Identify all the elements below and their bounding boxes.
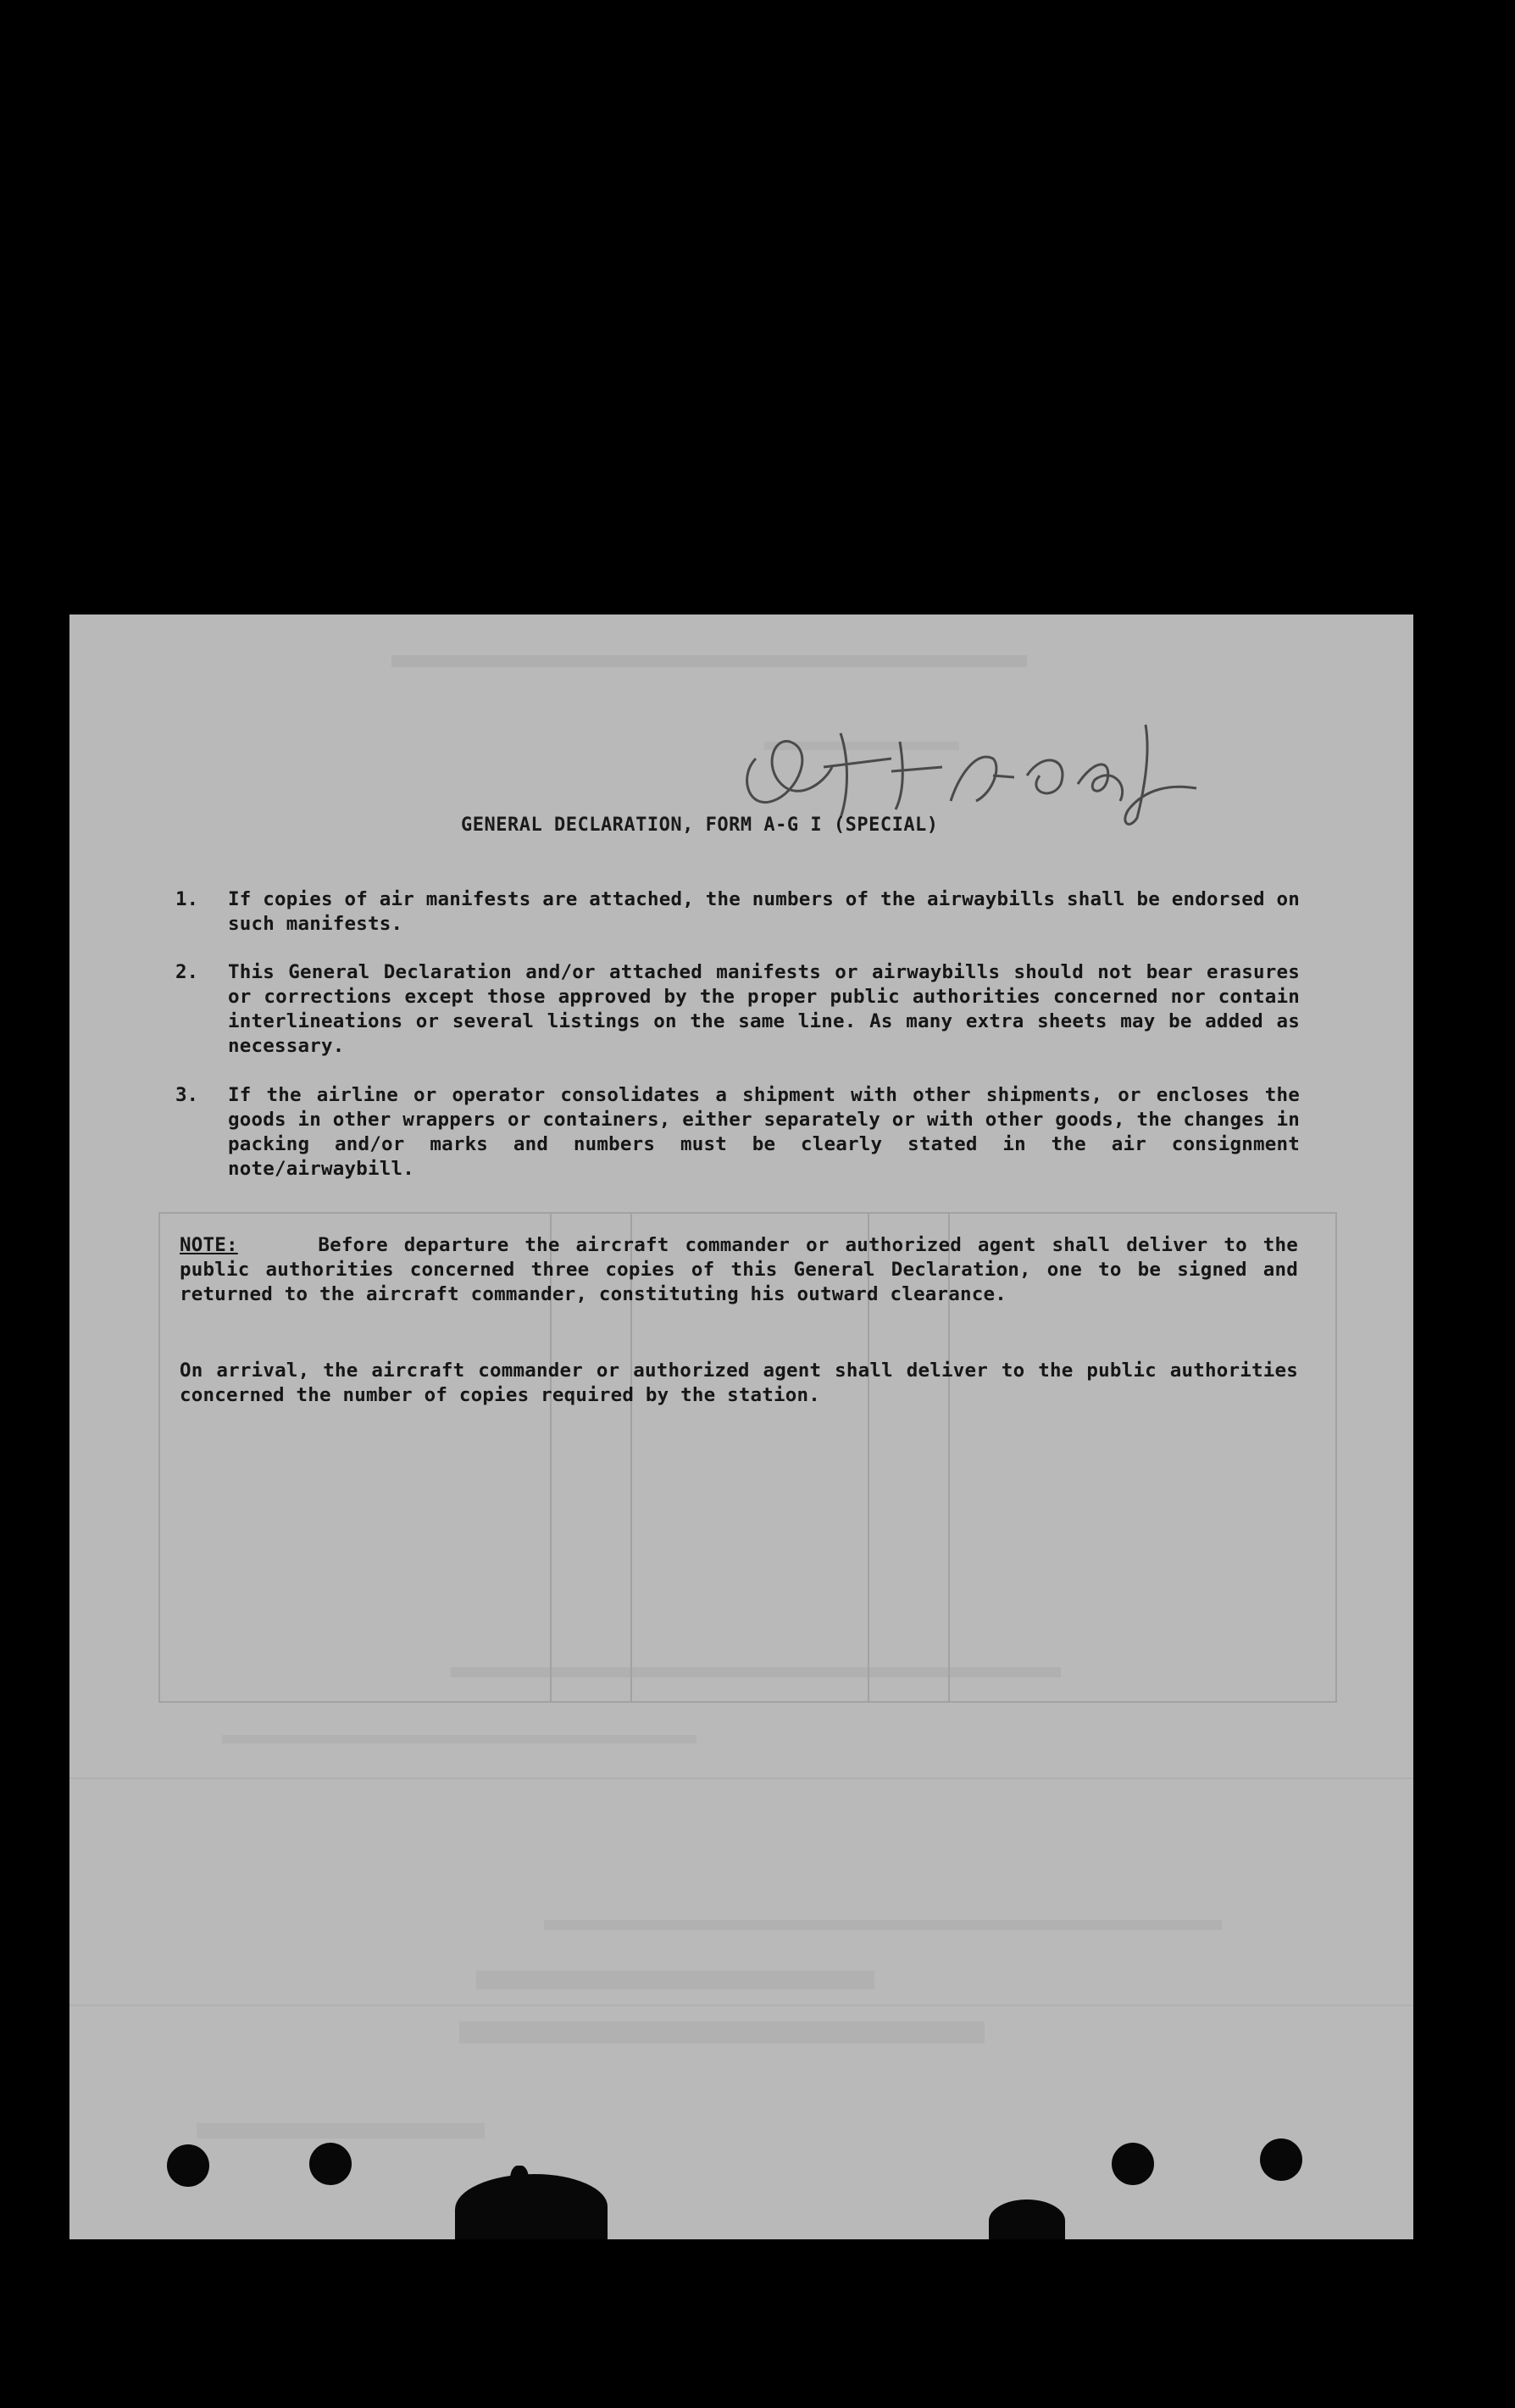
item-text: This General Declaration and/or attached manifests or airwaybills should not bear erasures or corrections except those approved by the proper public authorities concerned nor contain interlineations or several listings on the same line. As many extra sheets may be added as necessary. (228, 961, 1300, 1057)
ghost-mark (69, 1777, 1413, 1779)
ghost-mark (197, 2123, 485, 2138)
item-number: 1. (175, 888, 199, 910)
ghost-mark (544, 1920, 1222, 1930)
page-title: GENERAL DECLARATION, FORM A-G I (SPECIAL) (461, 815, 939, 836)
note-paragraph (180, 1233, 1298, 1307)
torn-edge (510, 2166, 529, 2199)
punch-hole (167, 2144, 209, 2187)
item-text: If the airline or operator consolidates a shipment with other shipments, or encloses the goods in other wrappers or containers, either separately or with other goods, the changes in packing and/or marks and numbers must be clearly stated in the air consignment note/airwaybill. (228, 1084, 1300, 1180)
document-page (69, 615, 1413, 2239)
ghost-mark (476, 1971, 874, 1989)
ghost-mark (459, 2021, 985, 2044)
torn-edge (989, 2199, 1065, 2239)
item-text: If copies of air manifests are attached, the numbers of the airwaybills shall be endorsed on such manifests. (228, 888, 1300, 935)
item-number: 3. (175, 1084, 199, 1106)
arrival-paragraph: On arrival, the aircraft commander or authorized agent shall deliver to the public authorities concerned the number of copies required by the station. (180, 1360, 1298, 1406)
ghost-mark (69, 2005, 1413, 2006)
note-label: NOTE: (180, 1234, 238, 1256)
item-number: 2. (175, 961, 199, 983)
punch-hole (1260, 2138, 1302, 2181)
punch-hole (309, 2143, 352, 2185)
note-text: Before departure the aircraft commander or authorized agent shall deliver to the public authorities concerned three copies of this General Declaration, one to be signed and returned to the aircraft commander, constituting his outward clearance. (180, 1234, 1298, 1305)
ghost-mark (222, 1735, 696, 1743)
torn-edge (455, 2174, 608, 2239)
ghost-mark (391, 655, 1027, 667)
punch-hole (1112, 2143, 1154, 2185)
